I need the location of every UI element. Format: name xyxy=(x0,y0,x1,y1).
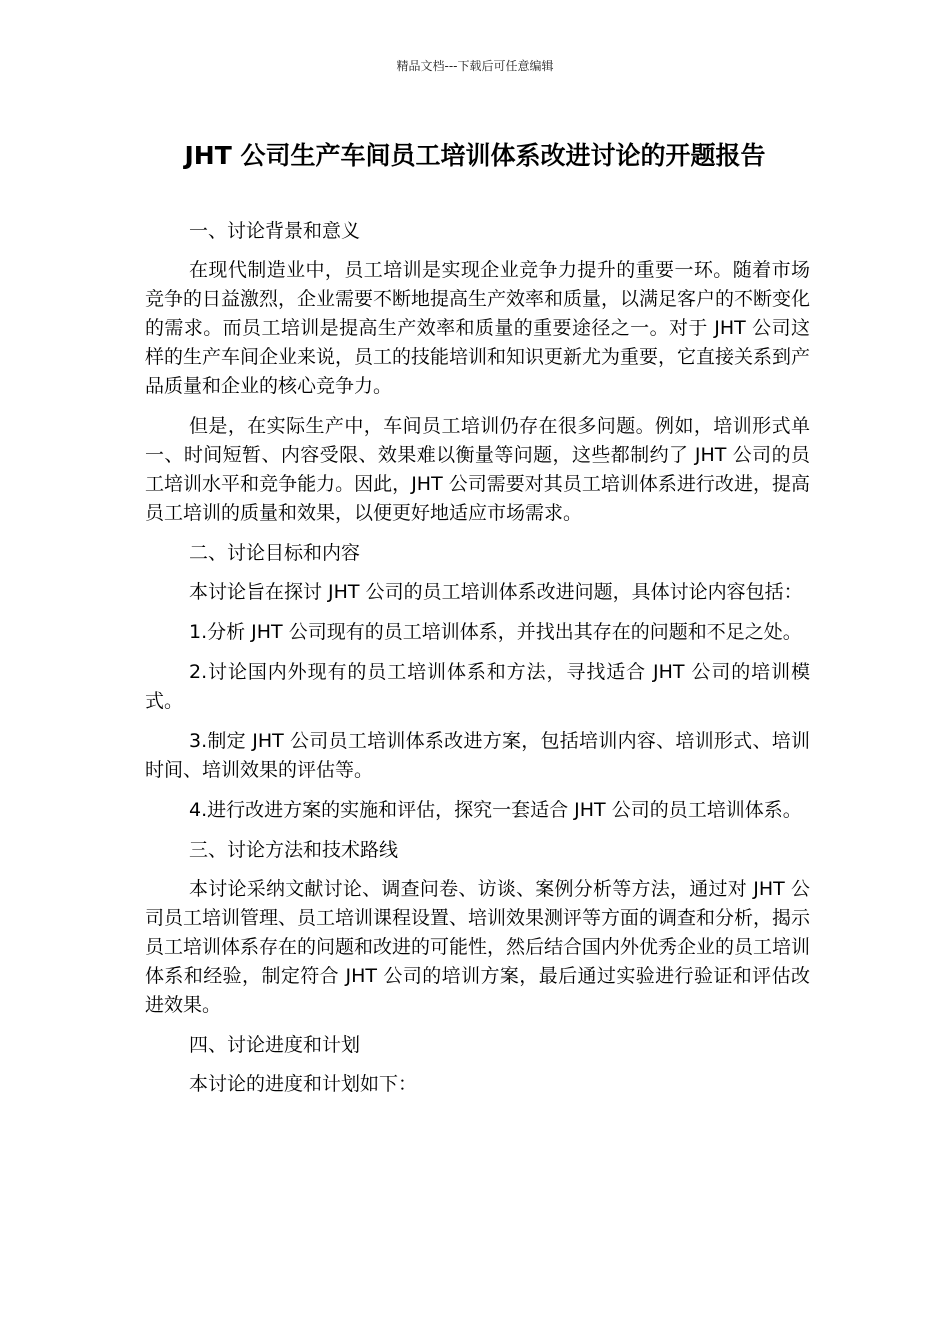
section-heading-methods: 三、讨论方法和技术路线 xyxy=(189,839,399,861)
list-item-goal-1: 1.分析 JHT 公司现有的员工培训体系，并找出其存在的问题和不足之处。 xyxy=(189,621,802,643)
section-heading-schedule: 四、讨论进度和计划 xyxy=(189,1034,361,1056)
paragraph-background-2: 但是，在实际生产中，车间员工培训仍存在很多问题。例如，培训形式单一、时间短暂、内容受限、效果难以衡量等问题，这些都制约了 JHT 公司的员工培训水平和竞争能力。因此，JHT 公司需要对其员工培训体系进行改进，提高员工培训的质量和效果，以便更好地适应市场需求。 xyxy=(145,415,810,524)
paragraph-methods: 本讨论采纳文献讨论、调查问卷、访谈、案例分析等方法，通过对 JHT 公司员工培训管理、员工培训课程设置、培训效果测评等方面的调查和分析，揭示员工培训体系存在的问题和改进的可能性，然后结合国内外优秀企业的员工培训体系和经验，制定符合 JHT 公司的培训方案，最后通过实验进行验证和评估改进效果。 xyxy=(145,878,811,1016)
document-title: JHT 公司生产车间员工培训体系改进讨论的开题报告 xyxy=(184,141,766,170)
paragraph-background-1: 在现代制造业中，员工培训是实现企业竞争力提升的重要一环。随着市场竞争的日益激烈，企业需要不断地提高生产效率和质量，以满足客户的不断变化的需求。而员工培训是提高生产效率和质量的重要途径之一。对于 JHT 公司这样的生产车间企业来说，员工的技能培训和知识更新尤为重要，它直接关系到产品质量和企业的核心竞争力。 xyxy=(145,259,811,397)
section-heading-background: 一、讨论背景和意义 xyxy=(189,220,361,242)
list-item-goal-2: 2.讨论国内外现有的员工培训体系和方法，寻找适合 JHT 公司的培训模式。 xyxy=(145,661,810,712)
header-note: 精品文档---下载后可任意编辑 xyxy=(396,59,554,73)
list-item-goal-4: 4.进行改进方案的实施和评估，探究一套适合 JHT 公司的员工培训体系。 xyxy=(189,799,802,821)
section-heading-goals: 二、讨论目标和内容 xyxy=(189,542,361,564)
paragraph-goals-intro: 本讨论旨在探讨 JHT 公司的员工培训体系改进问题，具体讨论内容包括： xyxy=(189,581,803,603)
document-body xyxy=(145,217,810,1110)
paragraph-schedule-intro: 本讨论的进度和计划如下： xyxy=(189,1073,418,1095)
list-item-goal-3: 3.制定 JHT 公司员工培训体系改进方案，包括培训内容、培训形式、培训时间、培训效果的评估等。 xyxy=(145,730,810,781)
